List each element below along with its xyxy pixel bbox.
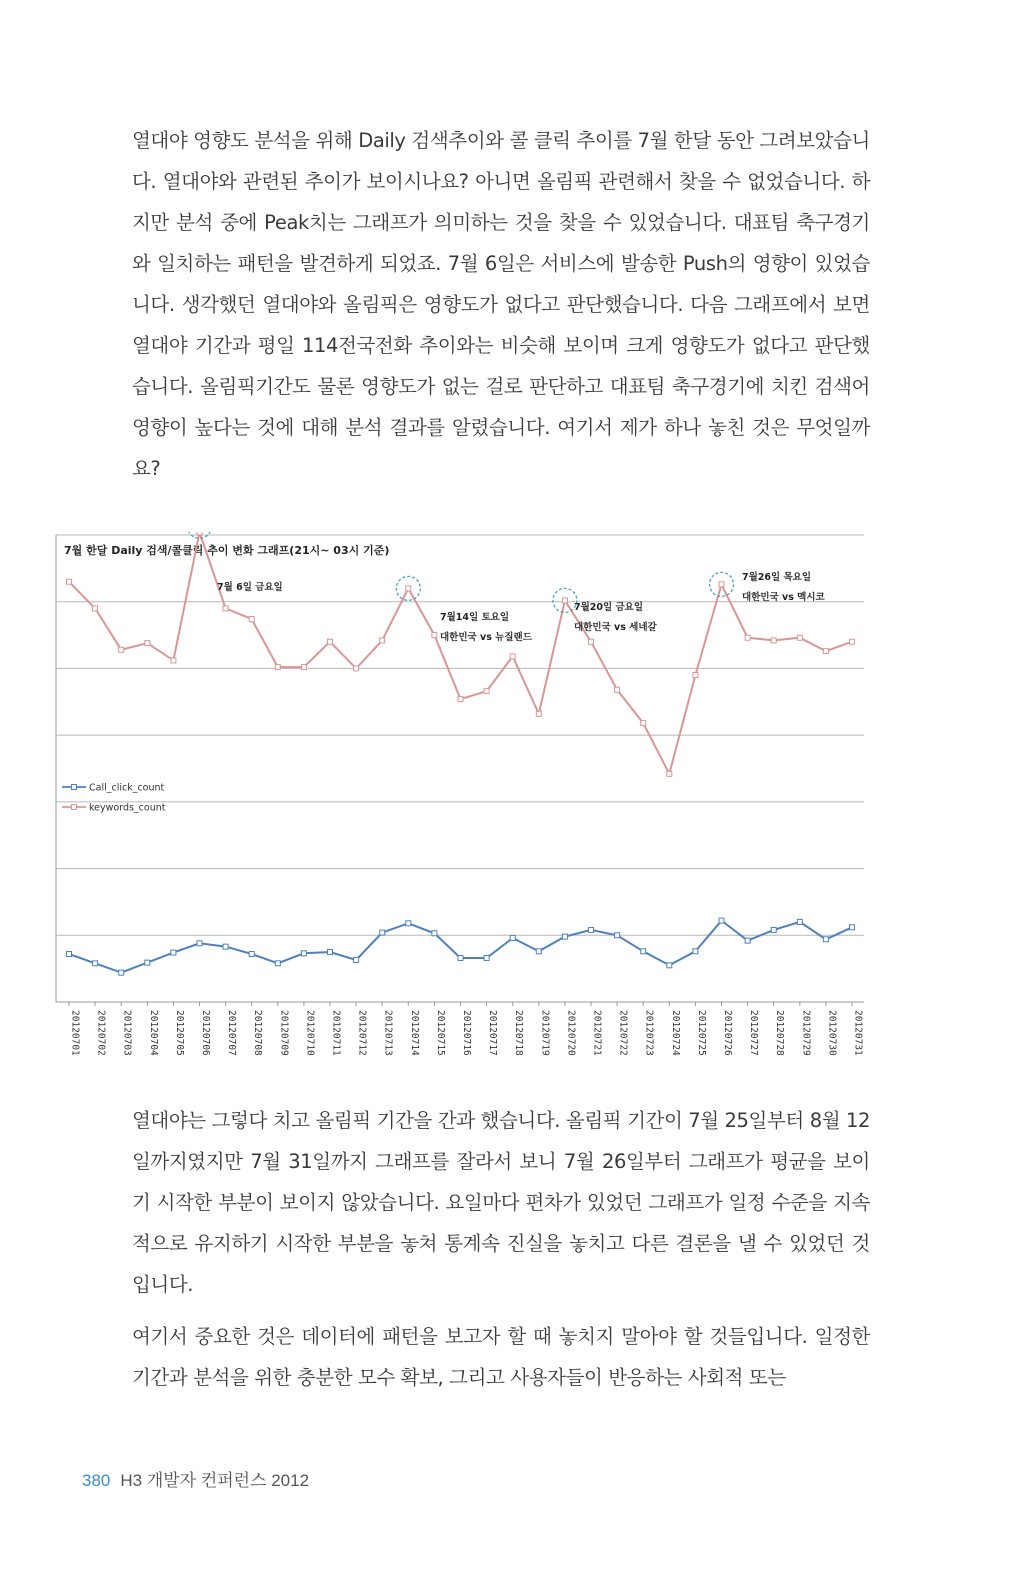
- data-point: [771, 927, 776, 932]
- data-point: [171, 658, 176, 663]
- annotation-label: 대한민국 vs 뉴질랜드: [440, 632, 532, 643]
- data-point: [223, 944, 228, 949]
- data-point: [380, 930, 385, 935]
- data-point: [197, 532, 202, 535]
- chart-title: 7월 한달 Daily 검색/콜클릭 추이 변화 그래프(21시~ 03시 기준): [64, 544, 390, 557]
- data-point: [589, 927, 594, 932]
- x-tick-label: 20120727: [748, 1010, 760, 1056]
- data-point: [823, 649, 828, 654]
- data-point: [823, 937, 828, 942]
- x-tick-label: 20120704: [147, 1010, 159, 1056]
- data-point: [641, 721, 646, 726]
- paragraph-conclusion: [132, 1316, 870, 1398]
- x-tick-label: 20120724: [669, 1010, 681, 1056]
- data-point: [67, 579, 72, 584]
- x-tick-label: 20120729: [800, 1010, 812, 1056]
- legend-marker: [72, 785, 77, 790]
- data-point: [458, 697, 463, 702]
- data-point: [667, 771, 672, 776]
- data-point: [484, 689, 489, 694]
- data-point: [328, 639, 333, 644]
- x-tick-label: 20120701: [69, 1010, 81, 1056]
- data-point: [93, 606, 98, 611]
- x-tick-label: 20120714: [408, 1010, 420, 1056]
- data-point: [93, 961, 98, 966]
- paragraph-intro-text: 열대야 영향도 분석을 위해 Daily 검색추이와 콜 클릭 추이를 7월 한달 동안 그려보았습니다. 열대야와 관련된 추이가 보이시나요? 아니면 올림픽 관련해서 찾을 수 없었습니다. 하지만 분석 중에 Peak치는 그래프가 의미하는 것을 찾을 수 있었습니다. 대표팀 축구경기와 일치하는 패턴을 발견하게 되었죠. 7월 6일은 서비스에 발송한 Push의 영향이 있었습니다. 생각했던 열대야와 올림픽은 영향도가 없다고 판단했습니다. 다음 그래프에서 보면 열대야 기간과 평일 114전국전화 추이와는 비슷해 보이며 크게 영향도가 없다고 판단했습니다. 올림픽기간도 물론 영향도가 없는 걸로 판단하고 대표팀 축구경기에 치킨 검색어 영향이 높다는 것에 대해 분석 결과를 알렸습니다. 여기서 제가 하나 놓친 것은 무엇일까요?: [132, 129, 870, 480]
- x-tick-label: 20120715: [434, 1010, 446, 1056]
- annotation-label: 7월26일 목요일: [742, 572, 812, 583]
- data-point: [275, 961, 280, 966]
- chart-figure: [52, 532, 868, 1072]
- legend-label: Call_click_count: [89, 782, 165, 794]
- data-point: [197, 941, 202, 946]
- x-tick-label: 20120717: [487, 1010, 499, 1056]
- data-point: [745, 635, 750, 640]
- x-tick-label: 20120713: [382, 1010, 394, 1056]
- x-tick-label: 20120708: [252, 1010, 264, 1056]
- x-tick-label: 20120723: [643, 1010, 655, 1056]
- data-point: [354, 666, 359, 671]
- data-point: [406, 586, 411, 591]
- data-point: [119, 970, 124, 975]
- data-point: [119, 647, 124, 652]
- data-point: [745, 938, 750, 943]
- data-point: [615, 687, 620, 692]
- data-point: [171, 950, 176, 955]
- data-point: [249, 617, 254, 622]
- data-point: [797, 635, 802, 640]
- data-point: [67, 951, 72, 956]
- x-tick-label: 20120712: [356, 1010, 368, 1056]
- x-tick-label: 20120705: [173, 1010, 185, 1056]
- paragraph-analysis-text: 열대야는 그렇다 치고 올림픽 기간을 간과 했습니다. 올림픽 기간이 7월 25일부터 8월 12일까지였지만 7월 31일까지 그래프를 잘라서 보니 7월 26일부터 그래프가 평균을 보이기 시작한 부분이 보이지 않았습니다. 요일마다 편차가 있었던 그래프가 일정 수준을 지속적으로 유지하기 시작한 부분을 놓쳐 통계속 진실을 놓치고 다른 결론을 낼 수 있었던 것입니다.: [132, 1109, 870, 1296]
- annotation-label: 7월14일 토요일: [440, 612, 510, 623]
- data-point: [145, 641, 150, 646]
- data-point: [667, 963, 672, 968]
- data-point: [797, 919, 802, 924]
- data-point: [406, 921, 411, 926]
- annotation-label: 대한민국 vs 세네갈: [574, 622, 657, 633]
- x-tick-label: 20120702: [95, 1010, 107, 1056]
- x-tick-label: 20120720: [565, 1010, 577, 1056]
- data-point: [328, 949, 333, 954]
- data-point: [458, 955, 463, 960]
- x-tick-label: 20120728: [774, 1010, 786, 1056]
- data-point: [693, 673, 698, 678]
- paragraph-intro: [132, 120, 870, 489]
- data-point: [641, 949, 646, 954]
- paragraph-conclusion-text: 여기서 중요한 것은 데이터에 패턴을 보고자 할 때 놓치지 말아야 할 것들입니다. 일정한 기간과 분석을 위한 충분한 모수 확보, 그리고 사용자들이 반응하는 사회적 또는: [132, 1325, 870, 1389]
- data-point: [301, 951, 306, 956]
- data-point: [562, 934, 567, 939]
- x-tick-label: 20120730: [826, 1010, 838, 1056]
- paragraph-analysis: [132, 1100, 870, 1305]
- data-point: [275, 665, 280, 670]
- data-point: [432, 633, 437, 638]
- data-point: [354, 957, 359, 962]
- data-point: [510, 935, 515, 940]
- data-point: [589, 639, 594, 644]
- data-point: [536, 949, 541, 954]
- annotation-label: 7월 6일 금요일: [217, 582, 283, 593]
- data-point: [719, 582, 724, 587]
- data-point: [249, 951, 254, 956]
- data-point: [223, 606, 228, 611]
- legend-marker: [72, 805, 77, 810]
- legend-label: keywords_count: [89, 802, 166, 814]
- x-tick-label: 20120725: [695, 1010, 707, 1056]
- x-tick-label: 20120710: [304, 1010, 316, 1056]
- data-point: [484, 955, 489, 960]
- data-point: [145, 960, 150, 965]
- data-point: [562, 598, 567, 603]
- data-point: [850, 639, 855, 644]
- data-point: [510, 654, 515, 659]
- data-point: [850, 925, 855, 930]
- x-tick-label: 20120722: [617, 1010, 629, 1056]
- data-point: [615, 933, 620, 938]
- x-tick-label: 20120706: [200, 1010, 211, 1056]
- data-point: [301, 665, 306, 670]
- annotation-label: 대한민국 vs 멕시코: [742, 592, 825, 603]
- footer-title: H3 개발자 컨퍼런스 2012: [120, 1471, 310, 1490]
- data-point: [432, 931, 437, 936]
- x-tick-label: 20120709: [278, 1010, 290, 1056]
- page-footer: [82, 1466, 309, 1491]
- x-tick-label: 20120726: [722, 1010, 733, 1056]
- annotation-label: 7월20일 금요일: [574, 602, 644, 613]
- data-point: [536, 711, 541, 716]
- x-tick-label: 20120703: [121, 1010, 133, 1056]
- x-tick-label: 20120711: [330, 1010, 342, 1056]
- data-point: [693, 949, 698, 954]
- x-tick-label: 20120719: [539, 1010, 551, 1056]
- x-tick-label: 20120716: [461, 1010, 472, 1056]
- data-point: [719, 918, 724, 923]
- data-point: [380, 638, 385, 643]
- x-tick-label: 20120721: [591, 1010, 603, 1056]
- page-number: 380: [82, 1471, 111, 1490]
- x-tick-label: 20120707: [226, 1010, 238, 1056]
- line-chart: [52, 532, 868, 1072]
- x-tick-label: 20120718: [513, 1010, 525, 1056]
- x-tick-label: 20120731: [852, 1010, 864, 1056]
- data-point: [771, 638, 776, 643]
